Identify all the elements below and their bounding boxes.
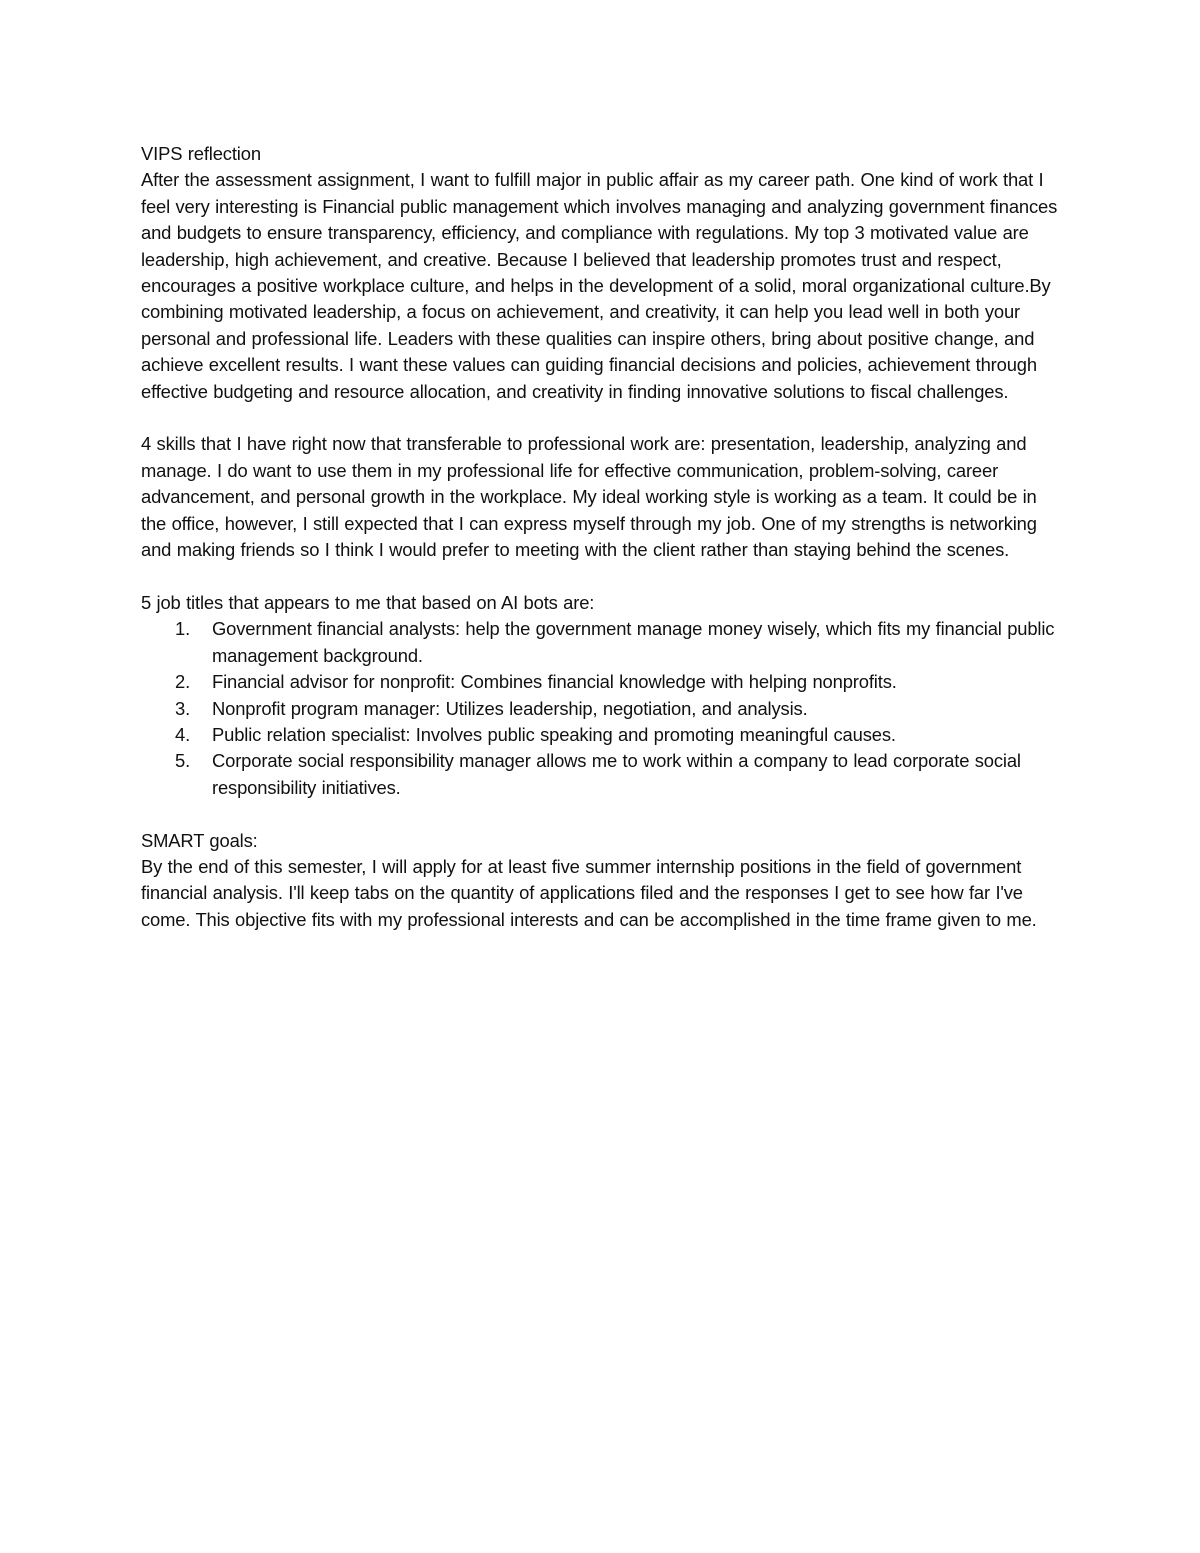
job-titles-list [141, 616, 1066, 801]
list-item-text: Nonprofit program manager: Utilizes leadership, negotiation, and analysis. [212, 697, 808, 719]
list-item-number: 5. [175, 750, 191, 772]
list-item-text: Government financial analysts: help the government manage money wisely, which fits my financial public management background. [212, 618, 1055, 666]
list-item [141, 722, 1066, 748]
intro-paragraph: After the assessment assignment, I want to fulfill major in public affair as my career path. One kind of work that I feel very interesting is Financial public management which involves managing and analyzing government finances and budgets to ensure transparency, efficiency, and compliance with regulations. My top 3 motivated value are leadership, high achievement, and creative. Because I believed that leadership promotes trust and respect, encourages a positive workplace culture, and helps in the development of a solid, moral organizational culture.By combining motivated leadership, a focus on achievement, and creativity, it can help you lead well in both your personal and professional life. Leaders with these qualities can inspire others, bring about positive change, and achieve excellent results. I want these values can guiding financial decisions and policies, achievement through effective budgeting and resource allocation, and creativity in finding innovative solutions to fiscal challenges. [141, 169, 1058, 402]
paragraph-spacer [141, 801, 1066, 827]
list-item [141, 696, 1066, 722]
list-item-text: Public relation specialist: Involves public speaking and promoting meaningful causes. [212, 723, 896, 745]
list-item-number: 3. [175, 697, 191, 719]
list-item-number: 2. [175, 671, 191, 693]
smart-goals-paragraph: By the end of this semester, I will apply for at least five summer internship positions in the field of government financial analysis. I'll keep tabs on the quantity of applications filed and the responses I get to see how far I've come. This objective fits with my professional interests and can be accomplished in the time frame given to me. [141, 855, 1037, 930]
list-item [141, 616, 1066, 669]
list-item-number: 1. [175, 618, 191, 640]
paragraph-spacer [141, 563, 1066, 589]
list-item-number: 4. [175, 723, 191, 745]
jobs-heading: 5 job titles that appears to me that based on AI bots are: [141, 591, 595, 613]
list-item-text: Financial advisor for nonprofit: Combines financial knowledge with helping nonprofits. [212, 671, 897, 693]
list-item [141, 748, 1066, 801]
document-title: VIPS reflection [141, 143, 261, 164]
paragraph-spacer [141, 405, 1066, 431]
list-item-text: Corporate social responsibility manager allows me to work within a company to lead corporate social responsibility initiatives. [212, 750, 1021, 798]
smart-goals-heading: SMART goals: [141, 829, 258, 851]
document-page [141, 141, 1066, 933]
list-item [141, 669, 1066, 695]
skills-paragraph: 4 skills that I have right now that transferable to professional work are: presentation, leadership, analyzing and manage. I do want to use them in my professional life for effective communication, problem-solving, career advancement, and personal growth in the workplace. My ideal working style is working as a team. It could be in the office, however, I still expected that I can express myself through my job. One of my strengths is networking and making friends so I think I would prefer to meeting with the client rather than staying behind the scenes. [141, 433, 1037, 561]
